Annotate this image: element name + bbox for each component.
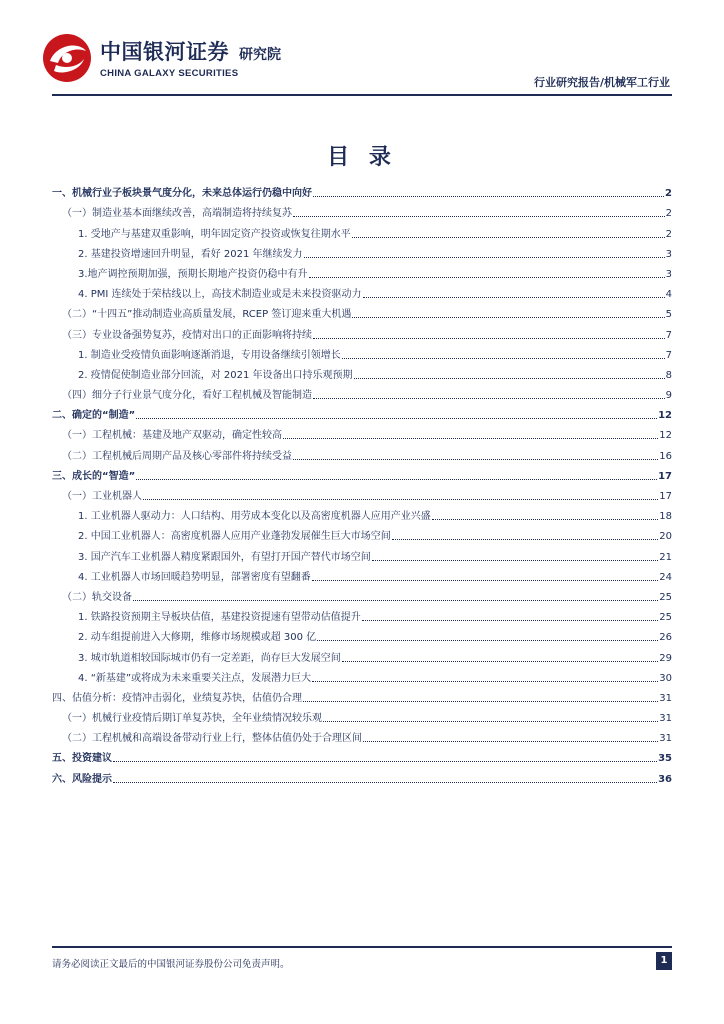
toc-entry-text: （二）轨交设备 (62, 591, 132, 603)
toc-leader-dots (143, 499, 658, 500)
toc-leader-dots (312, 681, 658, 682)
toc-leader-dots (113, 782, 657, 783)
toc-entry-text: （二）“十四五”推动制造业高质量发展，RCEP 签订迎来重大机遇 (62, 309, 352, 321)
toc-leader-dots (363, 741, 658, 742)
toc-entry[interactable] (52, 321, 672, 341)
toc-entry-page: 3 (665, 268, 672, 280)
toc-entry[interactable] (52, 685, 672, 705)
toc-entry[interactable] (52, 220, 672, 240)
toc-entry[interactable] (52, 422, 672, 442)
toc-entry-page: 2 (665, 208, 672, 220)
toc-leader-dots (432, 519, 659, 520)
toc-entry[interactable] (52, 180, 672, 200)
toc-entry-text: 五、投资建议 (52, 753, 112, 765)
toc-entry-page: 12 (658, 410, 672, 422)
toc-leader-dots (133, 600, 658, 601)
toc-entry[interactable] (52, 241, 672, 261)
toc-leader-dots (136, 418, 657, 419)
toc-entry-text: 3. 城市轨道相较国际城市仍有一定差距，尚存巨大发展空间 (78, 652, 341, 664)
toc-leader-dots (352, 317, 664, 318)
toc-entry-text: 2. 动车组提前进入大修期，维修市场规模或超 300 亿 (78, 632, 317, 644)
toc-leader-dots (303, 701, 658, 702)
toc-entry-page: 2 (665, 228, 672, 240)
toc-entry-page: 36 (658, 773, 672, 785)
toc-leader-dots (342, 358, 665, 359)
toc-leader-dots (323, 721, 658, 722)
toc-entry-text: 1. 铁路投资预期主导板块估值，基建投资提速有望带动估值提升 (78, 612, 361, 624)
toc-entry-text: 4. PMI 连续处于荣枯线以上，高技术制造业或是未来投资驱动力 (78, 289, 362, 301)
toc-entry-text: 1. 受地产与基建双重影响，明年固定资产投资或恢复往期水平 (78, 228, 351, 240)
toc-entry-text: 3. 国产汽车工业机器人精度紧跟国外，有望打开国产替代市场空间 (78, 551, 371, 563)
toc-entry-text: （四）细分子行业景气度分化，看好工程机械及智能制造 (62, 390, 312, 402)
toc-entry-page: 31 (659, 733, 672, 745)
toc-entry-page: 26 (659, 632, 672, 644)
footer-disclaimer: 请务必阅读正文最后的中国银河证券股份公司免责声明。 (52, 959, 290, 970)
report-type: 行业研究报告/机械军工行业 (533, 76, 670, 89)
toc-entry[interactable] (52, 725, 672, 745)
toc-entry[interactable] (52, 281, 672, 301)
toc-leader-dots (293, 216, 665, 217)
toc-leader-dots (363, 297, 665, 298)
toc-leader-dots (293, 459, 658, 460)
toc-entry[interactable] (52, 382, 672, 402)
toc-entry[interactable] (52, 644, 672, 664)
toc-entry-page: 25 (659, 591, 672, 603)
toc-entry[interactable] (52, 665, 672, 685)
toc-entry[interactable] (52, 463, 672, 483)
toc-entry-page: 2 (665, 188, 672, 200)
toc-entry-page: 24 (659, 571, 672, 583)
toc-entry[interactable] (52, 362, 672, 382)
logo-english-name: CHINA GALAXY SECURITIES (100, 68, 239, 79)
toc-entry[interactable] (52, 523, 672, 543)
toc-entry[interactable] (52, 765, 672, 785)
toc-entry[interactable] (52, 705, 672, 725)
toc-entry-text: 4. 工业机器人市场回暖趋势明显，部署密度有望翻番 (78, 571, 311, 583)
toc-entry[interactable] (52, 624, 672, 644)
toc-entry-page: 16 (659, 450, 672, 462)
toc-entry-page: 7 (665, 349, 672, 361)
toc-entry-text: 2. 中国工业机器人：高密度机器人应用产业蓬勃发展催生巨大市场空间 (78, 531, 391, 543)
galaxy-logo-icon (40, 31, 94, 85)
toc-leader-dots (113, 761, 657, 762)
toc-entry[interactable] (52, 483, 672, 503)
header-divider (52, 94, 672, 96)
toc-entry[interactable] (52, 402, 672, 422)
footer-divider (52, 946, 672, 948)
toc-entry-text: 1. 工业机器人驱动力：人口结构、用劳成本变化以及高密度机器人应用产业兴盛 (78, 511, 431, 523)
toc-entry-page: 35 (658, 753, 672, 765)
toc-entry[interactable] (52, 745, 672, 765)
toc-entry-page: 30 (659, 672, 672, 684)
toc-entry-text: （一）机械行业疫情后期订单复苏快，全年业绩情况较乐观 (62, 713, 322, 725)
table-of-contents (52, 180, 672, 786)
toc-entry-text: （一）工业机器人 (62, 491, 142, 502)
toc-entry-page: 3 (665, 248, 672, 260)
toc-entry-page: 8 (665, 369, 672, 381)
toc-leader-dots (313, 196, 664, 197)
toc-entry-text: 一、机械行业子板块景气度分化，未来总体运行仍稳中向好 (52, 188, 312, 200)
toc-entry-text: 二、确定的“制造” (52, 410, 136, 422)
toc-entry-page: 5 (665, 309, 672, 321)
toc-entry-text: 1. 制造业受疫情负面影响逐渐消退，专用设备继续引领增长 (78, 349, 341, 361)
page-header (0, 0, 724, 100)
logo-institute: 研究院 (239, 47, 281, 63)
toc-entry-page: 21 (659, 551, 672, 563)
toc-entry-text: 3.地产调控预期加强，预期长期地产投资仍稳中有升 (78, 268, 308, 280)
toc-leader-dots (304, 257, 665, 258)
toc-entry-text: 2. 疫情促使制造业部分回流，对 2021 年设备出口持乐观预期 (78, 369, 353, 381)
toc-leader-dots (342, 661, 659, 662)
toc-leader-dots (313, 338, 665, 339)
toc-entry[interactable] (52, 442, 672, 462)
toc-entry[interactable] (52, 200, 672, 220)
toc-entry-text: 4. “新基建”或将成为未来重要关注点，发展潜力巨大 (78, 672, 312, 684)
toc-entry-text: 六、风险提示 (52, 773, 112, 785)
company-logo (40, 30, 320, 85)
toc-entry[interactable] (52, 584, 672, 604)
toc-entry[interactable] (52, 543, 672, 563)
toc-entry-text: （一）制造业基本面继续改善，高端制造将持续复苏 (62, 208, 292, 220)
toc-entry-page: 20 (659, 531, 672, 543)
toc-entry-page: 7 (665, 329, 672, 341)
toc-leader-dots (392, 539, 659, 540)
toc-leader-dots (309, 277, 665, 278)
toc-entry-text: （二）工程机械和高端设备带动行业上行，整体估值仍处于合理区间 (62, 733, 362, 745)
toc-entry-page: 18 (659, 511, 672, 523)
toc-leader-dots (372, 560, 659, 561)
toc-entry-page: 17 (658, 470, 672, 482)
toc-entry[interactable] (52, 301, 672, 321)
toc-leader-dots (362, 620, 659, 621)
toc-entry[interactable] (52, 564, 672, 584)
toc-leader-dots (317, 640, 658, 641)
toc-entry[interactable] (52, 503, 672, 523)
toc-entry-text: （三）专业设备强势复苏，疫情对出口的正面影响将持续 (62, 329, 312, 341)
toc-entry-text: （一）工程机械：基建及地产双驱动，确定性较高 (62, 430, 282, 442)
toc-entry-page: 17 (659, 491, 672, 502)
page-number: 1 (656, 952, 672, 970)
toc-entry-page: 31 (659, 692, 672, 704)
toc-entry-page: 12 (659, 430, 672, 442)
toc-entry-text: 三、成长的“智造” (52, 470, 136, 482)
toc-entry-page: 25 (659, 612, 672, 624)
toc-entry-page: 29 (659, 652, 672, 664)
toc-title: 目 录 (327, 145, 397, 170)
toc-entry-text: （二）工程机械后周期产品及核心零部件将持续受益 (62, 450, 292, 462)
toc-entry[interactable] (52, 604, 672, 624)
toc-leader-dots (354, 378, 665, 379)
toc-entry[interactable] (52, 342, 672, 362)
toc-entry-page: 31 (659, 713, 672, 725)
toc-entry-page: 9 (665, 390, 672, 402)
toc-entry-text: 2. 基建投资增速回升明显，看好 2021 年继续发力 (78, 248, 303, 260)
logo-chinese-name: 中国银河证券 (100, 40, 229, 64)
toc-leader-dots (136, 479, 657, 480)
toc-leader-dots (352, 237, 665, 238)
toc-entry-page: 4 (665, 289, 672, 301)
toc-leader-dots (283, 438, 658, 439)
toc-leader-dots (312, 580, 659, 581)
toc-leader-dots (313, 398, 665, 399)
toc-entry[interactable] (52, 261, 672, 281)
logo-text (100, 36, 281, 79)
toc-entry-text: 四、估值分析：疫情冲击弱化，业绩复苏快，估值仍合理 (52, 692, 302, 704)
